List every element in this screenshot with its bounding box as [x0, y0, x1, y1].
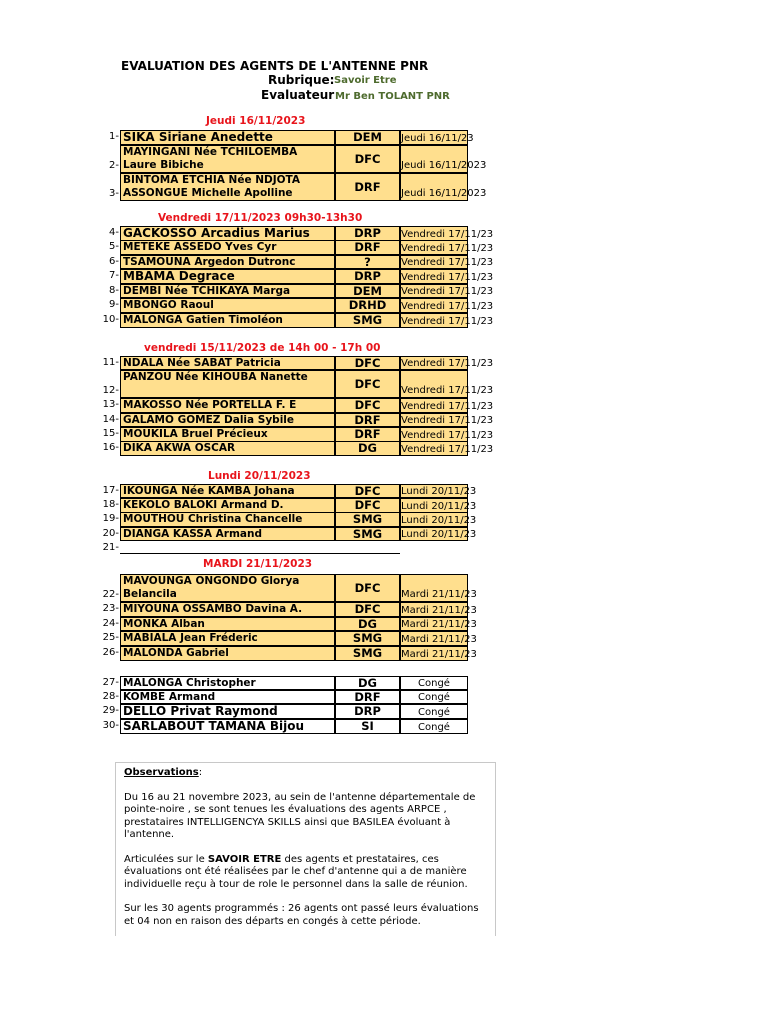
table-row — [0, 398, 768, 413]
evaluation-date-text: Jeudi 16/11/2023 — [401, 188, 487, 199]
table-row — [0, 602, 768, 617]
agent-name-cell: SARLABOUT TAMANA Bijou — [120, 719, 335, 734]
table-row — [0, 484, 768, 498]
evaluation-date-cell — [400, 574, 477, 602]
agent-name-cell: MOUTHOU Christina Chancelle — [120, 512, 335, 527]
evaluation-date-text: Vendredi 17/11/23 — [401, 286, 494, 297]
direction-cell: SMG — [335, 646, 400, 661]
evaluation-date-text: Vendredi 17/11/23 — [401, 272, 494, 283]
row-number: 2- — [109, 160, 119, 171]
table-row — [0, 427, 768, 442]
direction-cell: SI — [335, 719, 400, 734]
table-row — [0, 298, 768, 313]
row-number: 26- — [102, 647, 119, 658]
direction-cell: DRF — [335, 240, 400, 255]
table-row — [0, 226, 768, 241]
row-number: 6- — [109, 256, 119, 267]
agent-name-cell: NDALA Née SABAT Patricia — [120, 356, 335, 370]
row-number: 10- — [102, 314, 119, 325]
agent-name-cell: MABIALA Jean Fréderic — [120, 631, 335, 646]
evaluation-date-cell — [400, 298, 494, 313]
evaluation-date-text: Lundi 20/11/23 — [401, 501, 477, 512]
agent-name-cell: MAKOSSO Née PORTELLA F. E — [120, 398, 335, 413]
table-row — [0, 130, 768, 145]
evaluation-date-cell — [400, 226, 494, 241]
agent-name-cell: MONKA Alban — [120, 617, 335, 631]
evaluation-date-text: Vendredi 17/11/23 — [401, 257, 494, 268]
agent-name-cell: KOMBE Armand — [120, 690, 335, 704]
evaluation-date-text: Congé — [418, 678, 450, 689]
empty-row-line — [120, 553, 400, 554]
row-number: 25- — [102, 632, 119, 643]
direction-cell: DFC — [335, 498, 400, 513]
evaluation-date-cell — [400, 512, 477, 527]
agent-name-cell: MOUKILA Bruel Précieux — [120, 427, 335, 442]
section-date-title: Jeudi 16/11/2023 — [206, 115, 306, 127]
direction-cell: DRF — [335, 173, 400, 201]
evaluation-date-text: Vendredi 17/11/23 — [401, 229, 494, 240]
agent-name-cell: MALONDA Gabriel — [120, 646, 335, 661]
direction-cell: DFC — [335, 574, 400, 602]
agent-name-cell: MBAMA Degrace — [120, 269, 335, 284]
table-row — [0, 574, 768, 602]
agent-name-cell: DIANGA KASSA Armand — [120, 527, 335, 541]
direction-cell: DRHD — [335, 298, 400, 313]
evaluation-date-text: Mardi 21/11/23 — [401, 649, 477, 660]
agent-name-cell: PANZOU Née KIHOUBA Nanette — [120, 370, 335, 398]
evaluation-date-text: Congé — [418, 722, 450, 733]
agent-name-cell: METEKE ASSEDO Yves Cyr — [120, 240, 335, 255]
row-number: 27- — [102, 677, 119, 688]
direction-cell: DRP — [335, 226, 400, 241]
row-number: 16- — [102, 442, 119, 453]
obs-p2-text: Articulées sur le — [124, 853, 208, 865]
direction-cell: DFC — [335, 356, 400, 370]
evaluation-date-text: Congé — [418, 692, 450, 703]
evaluation-date-cell — [400, 255, 494, 269]
evaluation-date-text: Vendredi 17/11/23 — [401, 301, 494, 312]
table-row — [0, 527, 768, 541]
row-number: 19- — [102, 513, 119, 524]
direction-cell: DFC — [335, 602, 400, 617]
obs-p2-bold: SAVOIR ETRE — [207, 853, 282, 865]
row-number: 22- — [102, 589, 119, 600]
agent-name-cell: IKOUNGA Née KAMBA Johana — [120, 484, 335, 498]
agent-name-cell: MALONGA Christopher — [120, 676, 335, 690]
table-row — [0, 145, 768, 173]
evaluation-date-cell — [400, 498, 477, 513]
evaluation-date-text: Vendredi 17/11/23 — [401, 316, 494, 327]
evaluation-date-cell — [400, 427, 494, 442]
direction-cell: DRF — [335, 427, 400, 442]
row-number: 18- — [102, 499, 119, 510]
table-row — [0, 240, 768, 255]
evaluation-date-text: Mardi 21/11/23 — [401, 605, 477, 616]
table-row — [0, 676, 768, 690]
document-title: EVALUATION DES AGENTS DE L'ANTENNE PNR — [121, 59, 429, 73]
row-number: 24- — [102, 618, 119, 629]
agent-name-cell: TSAMOUNA Argedon Dutronc — [120, 255, 335, 269]
direction-cell: ? — [335, 255, 400, 269]
evaluation-date-cell — [400, 370, 494, 398]
table-row — [0, 413, 768, 427]
row-number: 28- — [102, 691, 119, 702]
table-row — [0, 690, 768, 704]
row-number: 21- — [102, 542, 119, 553]
evaluation-date-cell — [400, 704, 468, 719]
table-row — [0, 313, 768, 328]
row-number: 3- — [109, 188, 119, 199]
evaluation-date-text: Congé — [418, 707, 450, 718]
evaluation-date-cell — [400, 484, 477, 498]
evaluation-date-cell — [400, 441, 494, 456]
direction-cell: SMG — [335, 313, 400, 328]
rubrique-label: Rubrique: — [268, 73, 335, 87]
agent-name-cell: DIKA AKWA OSCAR — [120, 441, 335, 456]
evaluation-date-cell — [400, 527, 477, 541]
observations-paragraph-2 — [124, 854, 487, 892]
observations-heading: Observations — [124, 767, 199, 778]
observations-paragraph-3: Sur les 30 agents programmés : 26 agents ont passé leurs évaluations et 04 non en raison des départs en congés à cette période. — [124, 903, 479, 927]
section-date-title: Vendredi 17/11/2023 09h30-13h30 — [158, 212, 363, 224]
evaluation-date-text: Mardi 21/11/23 — [401, 589, 477, 600]
evaluation-date-text: Lundi 20/11/23 — [401, 515, 477, 526]
evaluation-date-cell — [400, 617, 477, 631]
row-number: 23- — [102, 603, 119, 614]
direction-cell: DG — [335, 441, 400, 456]
agent-name-cell: GALAMO GOMEZ Dalia Sybile — [120, 413, 335, 427]
evaluation-date-text: Vendredi 17/11/23 — [401, 401, 494, 412]
evaluation-date-text: Vendredi 17/11/23 — [401, 385, 494, 396]
evaluation-date-cell — [400, 602, 477, 617]
evaluation-date-cell — [400, 646, 477, 661]
section-date-title: Lundi 20/11/2023 — [208, 470, 311, 482]
table-row — [0, 370, 768, 398]
agent-name-cell: MBONGO Raoul — [120, 298, 335, 313]
row-number: 29- — [102, 705, 119, 716]
agent-name-cell: KEKOLO BALOKI Armand D. — [120, 498, 335, 513]
row-number: 5- — [109, 241, 119, 252]
direction-cell: SMG — [335, 631, 400, 646]
direction-cell: DRF — [335, 413, 400, 427]
agent-name-cell: BINTOMA ETCHIA Née NDJOTA ASSONGUE Michelle Apolline — [120, 173, 335, 201]
section-date-title: MARDI 21/11/2023 — [203, 558, 313, 570]
section-date-title: vendredi 15/11/2023 de 14h 00 - 17h 00 — [144, 342, 381, 354]
direction-cell: DG — [335, 676, 400, 690]
table-row — [0, 441, 768, 456]
table-row — [0, 541, 768, 555]
row-number: 12- — [102, 385, 119, 396]
evaluateur-label: Evaluateur — [261, 88, 335, 102]
row-number: 17- — [102, 485, 119, 496]
table-row — [0, 646, 768, 661]
evaluation-date-text: Vendredi 17/11/23 — [401, 358, 494, 369]
direction-cell: DRP — [335, 704, 400, 719]
row-number: 15- — [102, 428, 119, 439]
row-number: 1- — [109, 131, 119, 142]
table-row — [0, 284, 768, 298]
evaluation-date-text: Vendredi 17/11/23 — [401, 430, 494, 441]
direction-cell: DRP — [335, 269, 400, 284]
row-number: 4- — [109, 227, 119, 238]
evaluation-date-cell — [400, 269, 494, 284]
evaluation-date-cell — [400, 145, 487, 173]
direction-cell: DFC — [335, 398, 400, 413]
table-row — [0, 173, 768, 201]
table-row — [0, 255, 768, 269]
agent-name-cell: MAVOUNGA ONGONDO Glorya Belancila — [120, 574, 335, 602]
evaluation-date-cell — [400, 313, 494, 328]
obs-p2-text-end: des agents et prestataires, ces évaluations ont été réalisées par le chef d'antenne qui a de manière individuelle reçu à tour de role le personnel dans la salle de réunion. — [124, 853, 468, 890]
table-row — [0, 512, 768, 527]
evaluation-date-cell — [400, 413, 494, 427]
table-row — [0, 617, 768, 631]
evaluation-date-cell — [400, 398, 494, 413]
table-row — [0, 269, 768, 284]
direction-cell: DEM — [335, 130, 400, 145]
direction-cell: DRF — [335, 690, 400, 704]
evaluation-date-text: Vendredi 17/11/23 — [401, 444, 494, 455]
evaluation-date-cell — [400, 173, 487, 201]
row-number: 11- — [102, 357, 119, 368]
row-number: 14- — [102, 414, 119, 425]
evaluation-date-text: Lundi 20/11/23 — [401, 529, 477, 540]
direction-cell: SMG — [335, 512, 400, 527]
rubrique-value: Savoir Etre — [334, 75, 397, 86]
table-row — [0, 631, 768, 646]
evaluation-date-cell — [400, 676, 468, 690]
observations-box: Observations: Du 16 au 21 novembre 2023, au sein de l'antenne départementale de pointe-noire , se sont tenues les évaluations des agents ARPCE , prestataires INTELLIGENCYA SKILLS ainsi que BASILEA évoluant à l'antenne. Articulées sur le SAVOIR ETRE des agents et prestataires, ces évaluations ont été réalisées par le chef d'antenne qui a de manière individuelle reçu à tour de role le personnel dans la salle de réunion. Sur les 30 agents programmés : 26 agents ont passé leurs évaluations et 04 non en raison des départs en congés à cette période. — [115, 762, 496, 936]
agent-name-cell: GACKOSSO Arcadius Marius — [120, 226, 335, 241]
row-number: 9- — [109, 299, 119, 310]
evaluation-date-text: Vendredi 17/11/23 — [401, 415, 494, 426]
evaluation-date-cell — [400, 356, 494, 370]
evaluation-date-text: Mardi 21/11/23 — [401, 619, 477, 630]
table-row — [0, 719, 768, 734]
evaluation-date-text: Vendredi 17/11/23 — [401, 243, 494, 254]
agent-name-cell: SIKA Siriane Anedette — [120, 130, 335, 145]
evaluation-date-text: Lundi 20/11/23 — [401, 486, 477, 497]
direction-cell: DFC — [335, 484, 400, 498]
agent-name-cell: MAYINGANI Née TCHILOEMBA Laure Bibiche — [120, 145, 335, 173]
direction-cell: DFC — [335, 370, 400, 398]
direction-cell: DEM — [335, 284, 400, 298]
table-row — [0, 704, 768, 719]
table-row — [0, 498, 768, 513]
row-number: 7- — [109, 270, 119, 281]
row-number: 30- — [102, 720, 119, 731]
row-number: 8- — [109, 285, 119, 296]
observations-paragraph-1: Du 16 au 21 novembre 2023, au sein de l'antenne départementale de pointe-noire , se sont tenues les évaluations des agents ARPCE , prestataires INTELLIGENCYA SKILLS ainsi que BASILEA évoluant à l'antenne. — [124, 791, 476, 840]
agent-name-cell: MIYOUNA OSSAMBO Davina A. — [120, 602, 335, 617]
evaluation-date-cell — [400, 631, 477, 646]
evaluation-date-cell — [400, 130, 474, 145]
direction-cell: DFC — [335, 145, 400, 173]
evaluation-date-text: Jeudi 16/11/23 — [401, 133, 474, 144]
evaluation-date-cell — [400, 284, 494, 298]
table-row — [0, 356, 768, 370]
evaluateur-value: Mr Ben TOLANT PNR — [335, 91, 450, 102]
row-number: 20- — [102, 528, 119, 539]
evaluation-date-cell — [400, 240, 494, 255]
agent-name-cell: DELLO Privat Raymond — [120, 704, 335, 719]
evaluation-date-cell — [400, 719, 468, 734]
row-number: 13- — [102, 399, 119, 410]
evaluation-date-text: Jeudi 16/11/2023 — [401, 160, 487, 171]
direction-cell: DG — [335, 617, 400, 631]
agent-name-cell: MALONGA Gatien Timoléon — [120, 313, 335, 328]
agent-name-cell: DEMBI Née TCHIKAYA Marga — [120, 284, 335, 298]
direction-cell: SMG — [335, 527, 400, 541]
evaluation-date-text: Mardi 21/11/23 — [401, 634, 477, 645]
evaluation-date-cell — [400, 690, 468, 704]
